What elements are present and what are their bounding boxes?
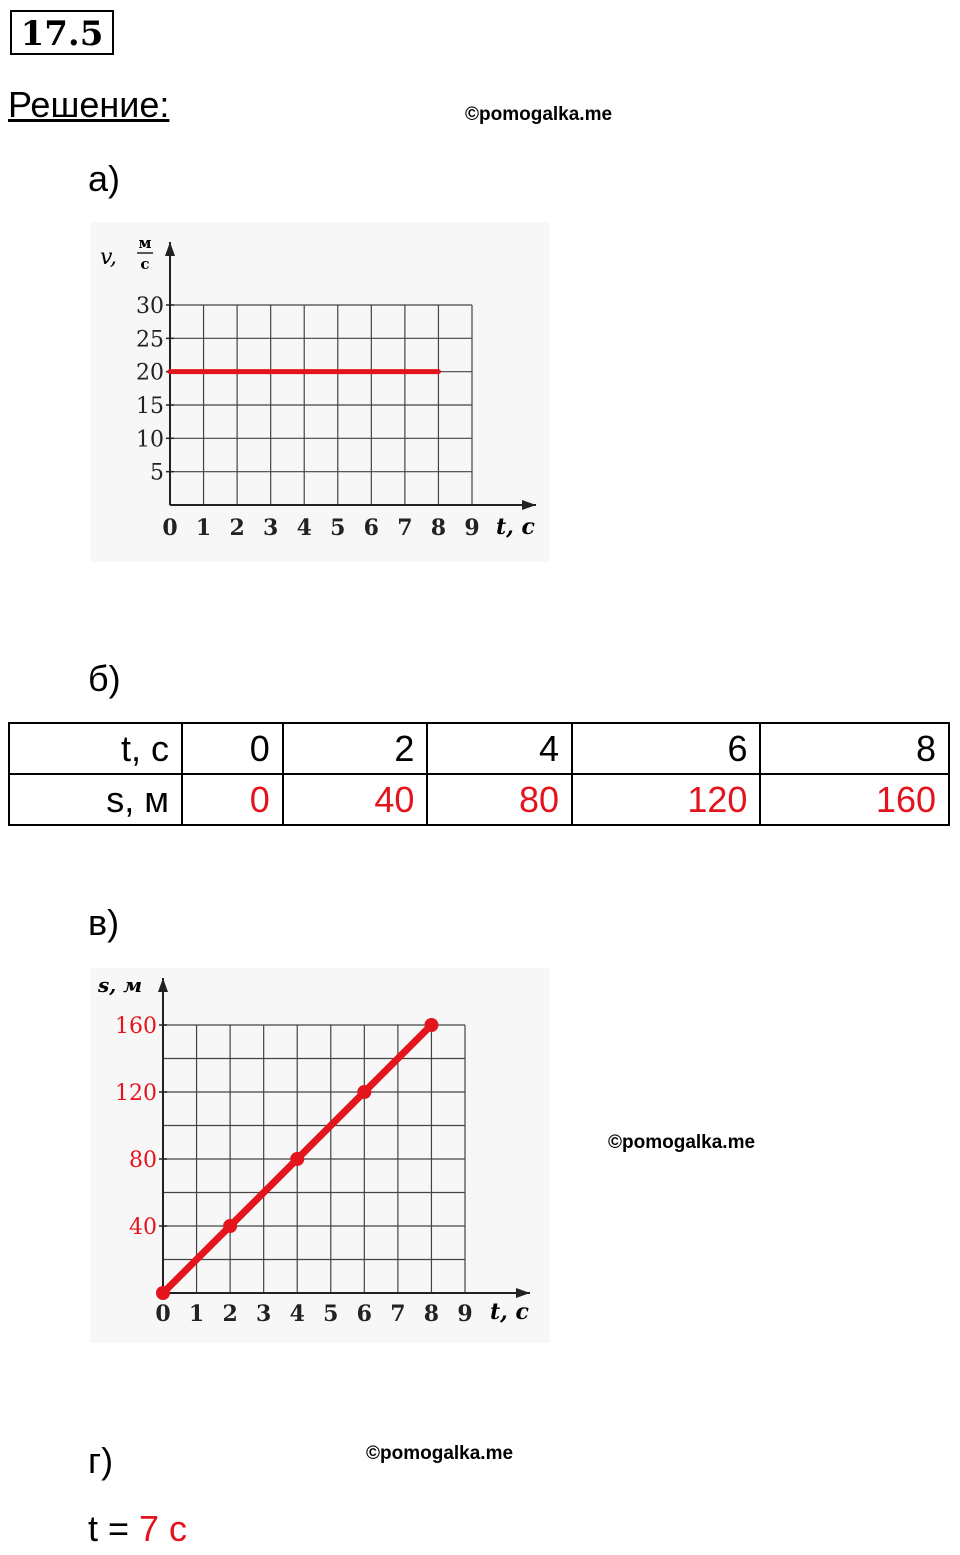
distance-chart (90, 968, 550, 1343)
y-tick-label: 120 (115, 1081, 157, 1106)
problem-number: 17.5 (10, 10, 114, 55)
data-point (424, 1018, 438, 1032)
x-tick-label: 2 (222, 1301, 238, 1327)
x-tick-label: 2 (229, 515, 245, 541)
table-cell: 160 (760, 774, 949, 825)
watermark: ©pomogalka.me (465, 104, 613, 125)
watermark: ©pomogalka.me (366, 1443, 514, 1464)
table-cell: 4 (427, 723, 572, 774)
part-a-label: а) (88, 158, 121, 199)
part-g-label: г) (88, 1440, 114, 1481)
x-tick-label: 3 (256, 1301, 272, 1327)
x-tick-label: 1 (188, 1301, 205, 1327)
y-tick-label: 80 (129, 1148, 157, 1173)
x-tick-label: 9 (457, 1301, 473, 1327)
data-point (290, 1152, 304, 1166)
x-tick-label: 9 (464, 515, 480, 541)
table-cell: 120 (572, 774, 760, 825)
x-axis-label: t, c (496, 514, 535, 540)
part-v-label: в) (88, 902, 120, 943)
table-row (9, 774, 949, 825)
row-header: s, м (9, 774, 182, 825)
x-tick-label: 6 (356, 1301, 372, 1327)
x-tick-label: 0 (155, 1301, 171, 1327)
x-tick-label: 5 (330, 515, 346, 541)
y-tick-label: 25 (136, 327, 164, 353)
watermark: ©pomogalka.me (608, 1132, 756, 1153)
data-point (357, 1085, 371, 1099)
table-row (9, 723, 949, 774)
x-tick-label: 5 (323, 1301, 339, 1327)
y-axis-unit-den: с (140, 255, 150, 273)
y-tick-label: 30 (136, 294, 164, 319)
x-tick-label: 3 (263, 515, 279, 541)
part-b-label: б) (88, 658, 121, 699)
y-tick-label: 5 (150, 460, 164, 486)
row-header: t, c (9, 723, 182, 774)
answer-value: 7 c (139, 1508, 188, 1549)
y-axis-unit-num: м (138, 234, 152, 252)
table-cell: 8 (760, 723, 949, 774)
y-tick-label: 15 (136, 394, 164, 419)
x-tick-label: 7 (397, 515, 413, 541)
x-tick-label: 6 (363, 515, 379, 541)
solution-title: Решение: (8, 84, 170, 125)
table-cell: 0 (182, 723, 283, 774)
y-tick-label: 160 (115, 1014, 157, 1039)
x-tick-label: 0 (162, 515, 178, 541)
table-cell: 40 (283, 774, 428, 825)
x-tick-label: 8 (423, 1301, 440, 1327)
y-axis-label: s, м (98, 973, 143, 997)
y-tick-label: 10 (136, 427, 164, 453)
answer (88, 1508, 187, 1550)
answer-prefix: t = (88, 1508, 140, 1549)
x-tick-label: 7 (390, 1301, 406, 1327)
x-axis-label: t, c (490, 1299, 529, 1325)
table-cell: 6 (572, 723, 760, 774)
data-point (223, 1219, 237, 1233)
data-point (156, 1286, 170, 1300)
x-tick-label: 1 (195, 515, 212, 541)
x-tick-label: 8 (430, 515, 447, 541)
chart-background (90, 222, 550, 562)
table-cell: 80 (427, 774, 572, 825)
velocity-chart (90, 222, 550, 562)
y-tick-label: 20 (136, 360, 164, 386)
y-tick-label: 40 (129, 1215, 157, 1240)
x-tick-label: 4 (296, 515, 312, 541)
table-cell: 0 (182, 774, 283, 825)
y-axis-var: v, (100, 245, 117, 270)
table-cell: 2 (283, 723, 428, 774)
x-tick-label: 4 (289, 1301, 305, 1327)
data-table (8, 722, 950, 826)
